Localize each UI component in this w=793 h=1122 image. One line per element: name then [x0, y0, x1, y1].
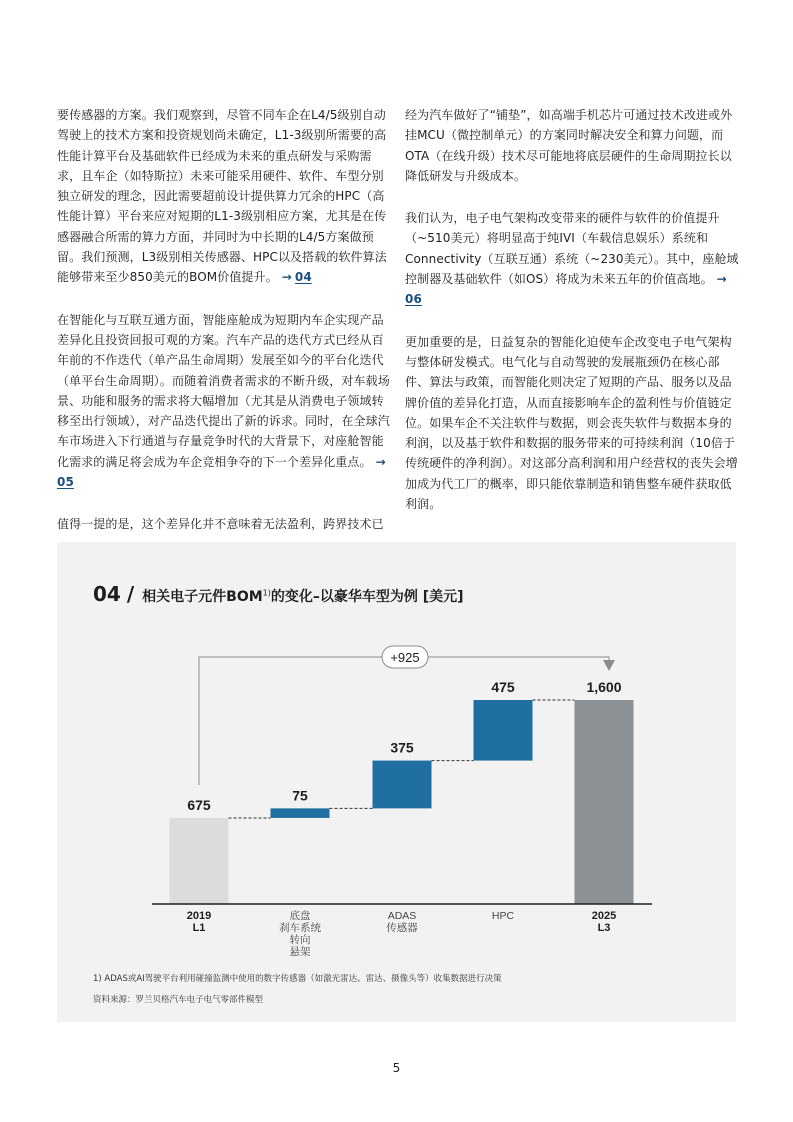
arrow-right-icon: → [281, 270, 292, 285]
category-label: 2025 [591, 910, 617, 922]
figure-title-footnote-mark: 1) [262, 588, 271, 598]
bar-value-label: 475 [491, 679, 515, 695]
figure-number: 04 [93, 582, 121, 606]
bar-value-label: 675 [187, 796, 211, 813]
category-label: 悬架 [289, 946, 311, 958]
arrow-right-icon: → [375, 454, 386, 469]
bar-value-label: 1,600 [586, 679, 622, 695]
left-paragraph-1: 要传感器的方案。我们观察到，尽管不同车企在L4/5级别自动驾驶上的技术方案和投资规划尚未确定，L1-3级别所需要的高性能计算平台及基础软件已经成为未来的重点研发与采购需求，且车企（如特斯拉）未来可能采用硬件、软件、车型分别独立研发的理念，因此需要超前设计提供算力冗余的HPC（高性能计算）平台来应对短期的L1-3级别相应方案，尤其是在传感器融合所需的算力方面，并同时为中长期的L4/5方案做预留。我们预测，L3级别相关传感器、HPC以及搭载的软件算法能够带来至少850美元的BOM价值提升。 → 04 [57, 105, 391, 288]
figure-slash: / [126, 582, 135, 606]
arrow-right-icon: → [716, 272, 727, 287]
figure-04-panel [57, 542, 736, 1022]
left-text-column [57, 105, 391, 557]
figure-footnote: 1) ADAS或AI驾驶平台利用碰撞监测中使用的数字传感器（如激光雷达、雷达、摄像头等）收集数据进行决策 [93, 974, 502, 984]
page-number: 5 [392, 1061, 401, 1075]
bar-value-label: 375 [390, 739, 414, 756]
waterfall-bar [575, 700, 634, 904]
category-label: L1 [192, 922, 206, 934]
left-paragraph-3: 值得一提的是，这个差异化并不意味着无法盈利，跨界技术已 [57, 517, 384, 532]
waterfall-bar [373, 761, 432, 809]
category-label: HPC [491, 910, 515, 922]
right-text-column [405, 105, 739, 536]
category-label: 2019 [186, 910, 212, 922]
figure-title-rest: 的变化–以豪华车型为例 [美元] [270, 589, 464, 605]
right-paragraph-2: 我们认为，电子电气架构改变带来的硬件与软件的价值提升（~510美元）将明显高于纯IVI（车载信息娱乐）系统和Connectivity（互联互通）系统（~230美元）。其中，座舱域控制器及基础软件（如OS）将成为未来五年的价值高地。 →06 [405, 211, 739, 307]
figure-06-link[interactable]: →06 [405, 272, 730, 306]
category-label: 转向 [289, 934, 311, 946]
difference-label: +925 [390, 650, 420, 665]
right-paragraph-1: 经为汽车做好了“铺垫”，如高端手机芯片可通过技术改进或外挂MCU（微控制单元）的方案同时解决安全和算力问题，而OTA（在线升级）技术尽可能地将底层硬件的生命周期拉长以降低研发与升级成本。 [405, 108, 733, 183]
waterfall-bar [170, 818, 229, 904]
figure-04-link[interactable]: → 04 [282, 270, 312, 284]
figure-05-link[interactable]: →05 [57, 455, 389, 489]
waterfall-bar [271, 808, 330, 818]
figure-title-text: 相关电子元件BOM [142, 589, 263, 605]
right-paragraph-3: 更加重要的是，日益复杂的智能化迫使车企改变电子电气架构与整体研发模式。电气化与自动驾驶的发展瓶颈仍在核心部件、算法与政策，而智能化则决定了短期的产品、服务以及品牌价值的差异化打造，从而直接影响车企的盈利性与价值链定位。如果车企不关注软件与数据，则会丧失软件与数据本身的利润，以及基于软件和数据的服务带来的可持续利润（10倍于传统硬件的净利润）。对这部分高利润和用户经营权的丧失会增加成为代工厂的概率，即只能依靠制造和销售整车硬件获取低利润。 [405, 334, 738, 512]
category-label: 刹车系统 [279, 922, 321, 934]
category-label: 底盘 [289, 910, 311, 922]
figure-source: 资料来源：罗兰贝格汽车电子电气零部件模型 [93, 995, 264, 1005]
category-label: 传感器 [386, 922, 418, 934]
left-paragraph-2: 在智能化与互联互通方面，智能座舱成为短期内车企实现产品差异化且投资回报可观的方案。汽车产品的迭代方式已经从百年前的不作迭代（单产品生命周期）发展至如今的平台化迭代（单平台生命周期）。而随着消费者需求的不断升级，对车载场景、功能和服务的需求将大幅增加（尤其是从消费电子领域转移至出行领域），对产品迭代提出了新的诉求。同时，在全球汽车市场进入下行通道与存量竞争时代的大背景下，对座舱智能化需求的满足将会成为车企竞相争夺的下一个差异化重点。 →05 [57, 312, 390, 490]
difference-arrow-head [603, 660, 615, 671]
category-label: ADAS [387, 910, 417, 922]
waterfall-bar [474, 700, 533, 761]
category-label: L3 [597, 922, 611, 934]
waterfall-chart [57, 542, 736, 962]
bar-value-label: 75 [292, 787, 308, 804]
